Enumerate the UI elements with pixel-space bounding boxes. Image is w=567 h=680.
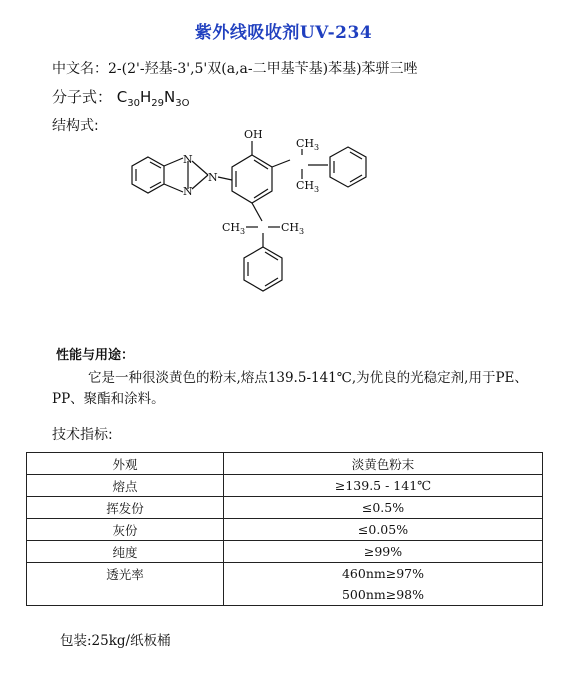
- benzo-ring: [132, 157, 164, 193]
- formula-label: 分子式：: [52, 88, 113, 106]
- atom-n3: N: [208, 171, 218, 184]
- usage-text: 它是一种很淡黄色的粉末,熔点139.5-141℃,为优良的光稳定剂,用于PE、PP、聚酯和涂料。: [52, 370, 528, 407]
- table-row: [27, 519, 543, 541]
- spec-name: 外观: [27, 453, 224, 475]
- spec-name: 熔点: [27, 475, 224, 497]
- table-row: [27, 475, 543, 497]
- spec-name: 灰份: [27, 519, 224, 541]
- formula-h: $H_{29}$: [140, 88, 165, 109]
- spec-table: [26, 452, 543, 606]
- atom-n1: N: [183, 153, 193, 166]
- spec-name: 挥发份: [27, 497, 224, 519]
- methyl-2: $CH_3$: [296, 179, 320, 194]
- spec-value: 淡黄色粉末: [224, 453, 543, 475]
- spec-value: [224, 563, 543, 606]
- usage-heading: 性能与用途：: [56, 348, 135, 363]
- upper-phenyl-ring: [330, 147, 366, 187]
- spec-name: 纯度: [27, 541, 224, 563]
- spec-value: ≤0.05%: [224, 519, 543, 541]
- spec-value: ≥139.5 - 141℃: [224, 475, 543, 497]
- table-row: [27, 453, 543, 475]
- phenol-ring: [232, 155, 272, 203]
- methyl-4: $CH_3$: [281, 221, 305, 236]
- formula-c: $C_{30}$: [116, 88, 141, 109]
- spec-value: ≥99%: [224, 541, 543, 563]
- transmittance-460: 460nm≥97%: [341, 566, 425, 581]
- table-row: [27, 541, 543, 563]
- structure-label: 结构式:: [52, 118, 99, 134]
- spec-value: ≤0.5%: [224, 497, 543, 519]
- chinese-name: 中文名：2-(2'-羟基-3',5'双(a,a-二甲基苄基)苯基)苯骈三唑: [52, 61, 418, 77]
- table-row: [27, 497, 543, 519]
- formula-n: $N_{3O}$: [164, 88, 190, 109]
- spec-name: 透光率: [27, 563, 224, 606]
- methyl-1: $CH_3$: [296, 137, 320, 152]
- methyl-3: $CH_3$: [222, 221, 246, 236]
- structural-formula: [120, 125, 390, 305]
- lower-phenyl-ring: [244, 247, 282, 291]
- molecular-formula: [52, 86, 190, 109]
- atom-oh: OH: [244, 128, 263, 141]
- packing-info: 包装:25kg/纸板桶: [60, 633, 171, 649]
- document-title: 紫外线吸收剂UV-234: [194, 23, 373, 43]
- atom-n2: N: [183, 185, 193, 198]
- tech-spec-heading: 技术指标:: [52, 427, 113, 443]
- table-row: [27, 563, 543, 606]
- transmittance-500: 500nm≥98%: [341, 587, 425, 602]
